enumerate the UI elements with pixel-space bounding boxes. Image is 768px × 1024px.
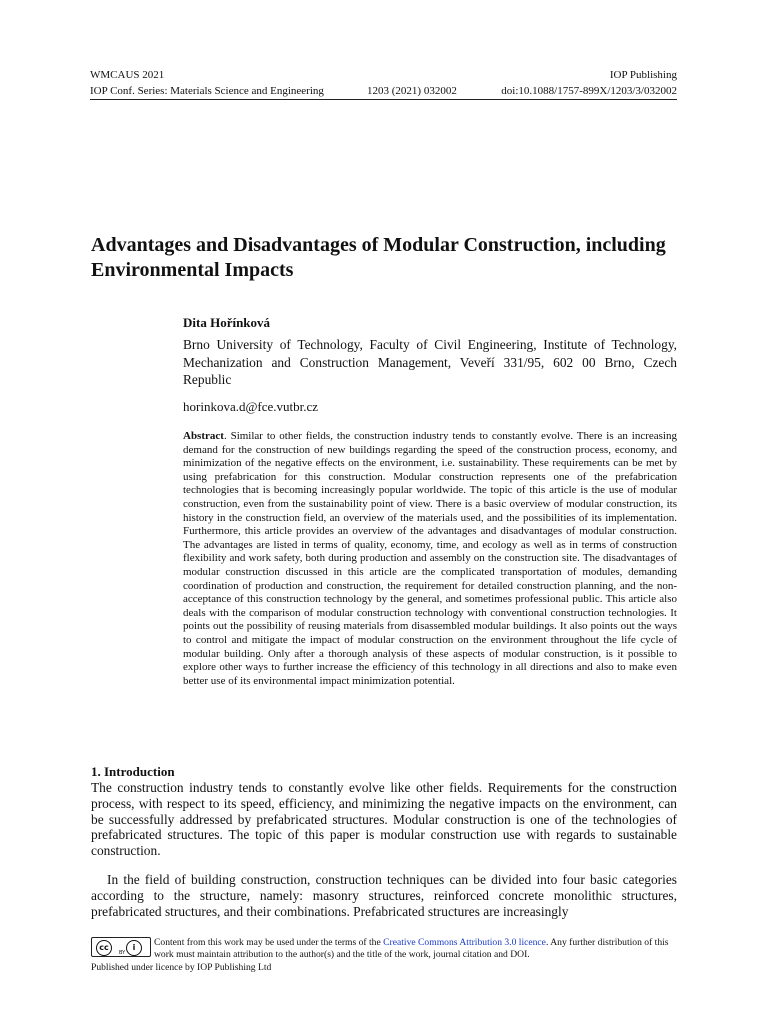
licence-notice (154, 937, 677, 961)
paper-title: Advantages and Disadvantages of Modular Construction, including Environmental Impacts (91, 234, 666, 281)
cc-icon: cc (96, 940, 112, 956)
licence-text-pre: Content from this work may be used under the terms of the (154, 937, 384, 948)
publisher-name: IOP Publishing (609, 69, 677, 81)
section-heading-introduction: 1. Introduction (91, 764, 175, 779)
header-divider (90, 99, 677, 100)
journal-series: IOP Conf. Series: Materials Science and Engineering (90, 85, 324, 97)
author-affiliation: Brno University of Technology, Faculty of Civil Engineering, Institute of Technology, Mechanization and Construction Management, Veveří 331/95, 602 00 Brno, Czech Republic (183, 337, 677, 387)
conference-name: WMCAUS 2021 (90, 69, 165, 81)
attribution-icon: i (126, 940, 142, 956)
volume-info: 1203 (2021) 032002 (367, 85, 457, 97)
doi-link[interactable]: doi:10.1088/1757-899X/1203/3/032002 (501, 85, 677, 97)
intro-paragraph-2: In the field of building construction, construction techniques can be divided into four basic categories according to the structure, namely: masonry structures, reinforced concrete monolithic structures, prefabricated structures, and their combinations. Prefabricated structures are increasingly (91, 872, 677, 919)
intro-paragraph-1: The construction industry tends to constantly evolve like other fields. Requirements for the construction process, with respect to its speed, efficiency, and minimizing the negative impacts on the environment, can be successfully addressed by prefabricated structures. Modular construction is one of the technologies of prefabricated structures. The topic of this paper is modular construction use with regards to sustainable construction. (91, 780, 677, 859)
author-name: Dita Hořínková (183, 315, 271, 330)
abstract (183, 430, 677, 688)
licence-text-post: . Any further distribution of this work must maintain attribution to the author(s) and the title of the work, journal citation and DOI. (154, 937, 669, 960)
creative-commons-badge[interactable] (91, 937, 151, 957)
published-notice: Published under licence by IOP Publishing Ltd (91, 962, 272, 973)
abstract-text: . Similar to other fields, the construction industry tends to constantly evolve. There is an increasing demand for the construction of new buildings regarding the speed of the construction process, economy, and minimization of the negative effects on the environment, i.e. sustainability. These requirements can be met by using prefabrication for this construction. Modular construction represents one of the prefabrication technologies that is becoming increasingly popular worldwide. The topic of this article is the use of modular construction, even from the sustainability point of view. There is a basic overview of modular construction, its history in the construction field, an overview of the materials used, and the possibilities of its implementation. Furthermore, this article provides an overview of the advantages and disadvantages of modular construction. The advantages are listed in terms of quality, economy, time, and ecology as well as in terms of construction flexibility and work safety, both during production and assembly on the construction site. The disadvantages of modular construction discussed in this article are the complicated transportation of modules, demanding coordination of production and construction, the requirement for detailed construction planning, and the non-acceptance of this construction technology by the general, and sometimes professional public. This article also deals with the comparison of modular construction technology with conventional construction technologies. It points out the possibility of reusing materials from disassembled modular buildings. It also points out the ways to control and mitigate the impact of modular construction on the environment throughout the life cycle of modular building. Only after a thorough analysis of these aspects of modular construction, is it possible to explore other ways to further increase the efficiency of this technology in all directions and also to make even better use of its environmental impact minimization potential. (183, 430, 677, 687)
author-email[interactable]: horinkova.d@fce.vutbr.cz (183, 399, 319, 414)
cc-by-label: BY (119, 950, 126, 956)
licence-link[interactable]: Creative Commons Attribution 3.0 licence (383, 937, 546, 948)
abstract-label: Abstract (183, 430, 224, 442)
